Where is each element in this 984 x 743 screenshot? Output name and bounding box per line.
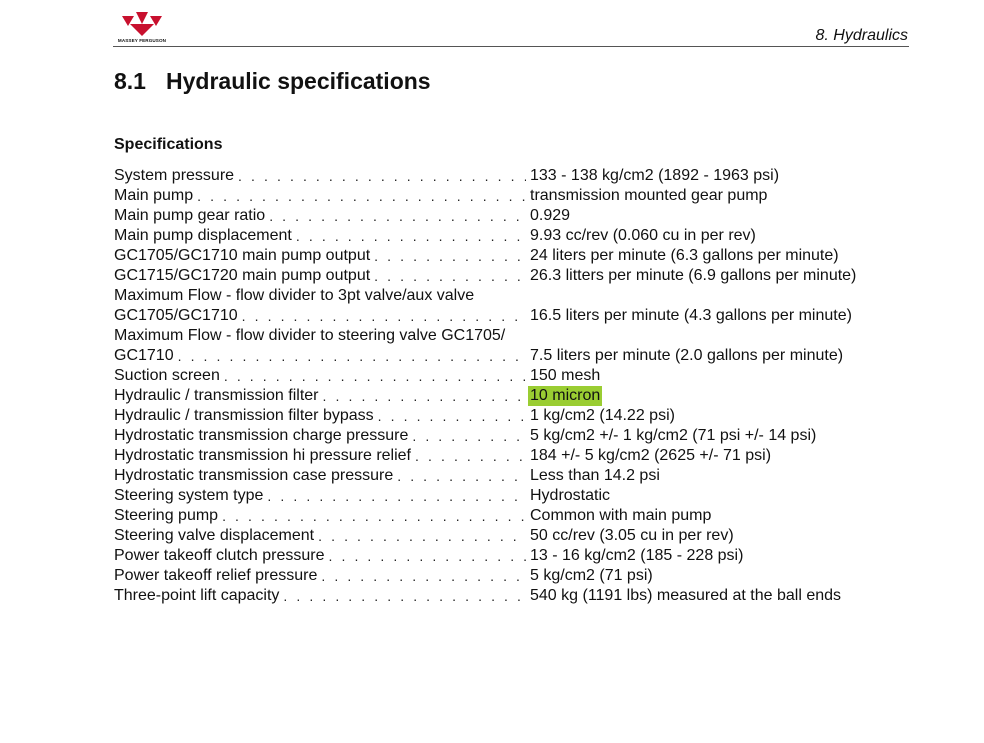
dot-leader: [197, 186, 526, 206]
spec-value: 13 - 16 kg/cm2 (185 - 228 psi): [530, 547, 744, 564]
spec-label-cell: [114, 286, 526, 306]
spec-label: GC1705/GC1710: [114, 307, 238, 324]
spec-row: [114, 326, 894, 346]
spec-row: [114, 446, 894, 466]
dot-leader: [321, 566, 526, 586]
spec-label-cell: [114, 486, 526, 506]
dot-leader: [374, 246, 526, 266]
spec-label-cell: [114, 386, 526, 406]
spec-row: [114, 426, 894, 446]
spec-label: Power takeoff clutch pressure: [114, 547, 325, 564]
spec-value: 26.3 litters per minute (6.9 gallons per minute): [530, 267, 857, 284]
spec-label: Suction screen: [114, 367, 220, 384]
spec-value: 133 - 138 kg/cm2 (1892 - 1963 psi): [530, 167, 780, 184]
spec-label-cell: [114, 246, 526, 266]
spec-value: 50 cc/rev (3.05 cu in per rev): [530, 527, 734, 544]
spec-label-cell: [114, 326, 526, 346]
spec-list: [114, 166, 894, 606]
spec-label: Steering pump: [114, 507, 219, 524]
spec-label-cell: [114, 466, 526, 486]
spec-label: Power takeoff relief pressure: [114, 567, 318, 584]
spec-value: 16.5 liters per minute (4.3 gallons per minute): [530, 307, 852, 324]
dot-leader: [374, 266, 526, 286]
spec-label: Main pump: [114, 187, 194, 204]
spec-row: [114, 306, 894, 326]
spec-label: Main pump displacement: [114, 227, 292, 244]
spec-value: 1 kg/cm2 (14.22 psi): [530, 407, 675, 424]
spec-label: Steering system type: [114, 487, 264, 504]
spec-value: 7.5 liters per minute (2.0 gallons per minute): [530, 347, 844, 364]
spec-value: 10 micron: [530, 387, 601, 404]
spec-value: 5 kg/cm2 (71 psi): [530, 567, 653, 584]
spec-label: Hydraulic / transmission filter bypass: [114, 407, 374, 424]
spec-row: [114, 246, 894, 266]
section-title-text: Hydraulic specifications: [166, 68, 431, 94]
spec-label: Hydrostatic transmission charge pressure: [114, 427, 409, 444]
spec-row: [114, 346, 894, 366]
dot-leader: [323, 386, 527, 406]
spec-row: [114, 566, 894, 586]
spec-row: [114, 226, 894, 246]
dot-leader: [178, 346, 526, 366]
spec-label-cell: [114, 206, 526, 226]
dot-leader: [318, 526, 526, 546]
section-number: 8.1: [114, 68, 146, 94]
spec-label: Three-point lift capacity: [114, 587, 280, 604]
spec-label: GC1715/GC1720 main pump output: [114, 267, 371, 284]
chapter-title: 8. Hydraulics: [815, 27, 908, 44]
dot-leader: [224, 366, 526, 386]
spec-value: 9.93 cc/rev (0.060 cu in per rev): [530, 227, 756, 244]
spec-value: 24 liters per minute (6.3 gallons per minute): [530, 247, 839, 264]
spec-label-cell: [114, 506, 526, 526]
spec-label-cell: [114, 586, 526, 606]
spec-label: GC1705/GC1710 main pump output: [114, 247, 371, 264]
brand-name: MASSEY FERGUSON: [117, 38, 167, 43]
dot-leader: [222, 506, 526, 526]
spec-label-cell: [114, 266, 526, 286]
spec-label: Main pump gear ratio: [114, 207, 266, 224]
spec-label-cell: [114, 226, 526, 246]
spec-value: 5 kg/cm2 +/- 1 kg/cm2 (71 psi +/- 14 psi): [530, 427, 817, 444]
spec-row: [114, 266, 894, 286]
dot-leader: [242, 306, 526, 326]
spec-row: [114, 406, 894, 426]
spec-label: Hydrostatic transmission case pressure: [114, 467, 394, 484]
spec-label: GC1710: [114, 347, 174, 364]
spec-label: Maximum Flow - flow divider to steering valve GC1705/: [114, 327, 506, 344]
spec-row: [114, 526, 894, 546]
spec-row: [114, 586, 894, 606]
spec-value: Common with main pump: [530, 507, 712, 524]
dot-leader: [238, 166, 526, 186]
spec-label-cell: [114, 446, 526, 466]
spec-row: [114, 286, 894, 306]
spec-label-cell: [114, 366, 526, 386]
triple-triangle-logo-icon: [122, 12, 162, 36]
header-divider: [113, 46, 909, 47]
spec-label-cell: [114, 426, 526, 446]
spec-label-cell: [114, 566, 526, 586]
spec-row: [114, 366, 894, 386]
spec-value: Less than 14.2 psi: [530, 467, 660, 484]
spec-row: [114, 506, 894, 526]
dot-leader: [328, 546, 526, 566]
spec-row: [114, 386, 894, 406]
spec-row: [114, 486, 894, 506]
spec-label-cell: [114, 406, 526, 426]
spec-row: [114, 186, 894, 206]
dot-leader: [378, 406, 526, 426]
spec-label: System pressure: [114, 167, 235, 184]
dot-leader: [415, 446, 526, 466]
dot-leader: [269, 206, 526, 226]
dot-leader: [296, 226, 526, 246]
spec-value: 540 kg (1191 lbs) measured at the ball ends: [530, 587, 842, 604]
brand-logo: [113, 12, 171, 46]
dot-leader: [397, 466, 526, 486]
spec-value: 0.929: [530, 207, 571, 224]
spec-label-cell: [114, 546, 526, 566]
spec-label: Maximum Flow - flow divider to 3pt valve/aux valve: [114, 287, 475, 304]
dot-leader: [283, 586, 526, 606]
dot-leader: [412, 426, 526, 446]
spec-label-cell: [114, 526, 526, 546]
spec-label-cell: [114, 306, 526, 326]
spec-value: transmission mounted gear pump: [530, 187, 768, 204]
spec-label-cell: [114, 186, 526, 206]
spec-row: [114, 166, 894, 186]
spec-value: 150 mesh: [530, 367, 601, 384]
spec-row: [114, 546, 894, 566]
spec-label-cell: [114, 166, 526, 186]
spec-value: 184 +/- 5 kg/cm2 (2625 +/- 71 psi): [530, 447, 772, 464]
page-title: [114, 68, 431, 95]
dot-leader: [267, 486, 526, 506]
spec-label: Hydraulic / transmission filter: [114, 387, 319, 404]
spec-label: Steering valve displacement: [114, 527, 315, 544]
spec-row: [114, 466, 894, 486]
subheading: Specifications: [114, 136, 223, 153]
spec-label: Hydrostatic transmission hi pressure relief: [114, 447, 411, 464]
spec-label-cell: [114, 346, 526, 366]
spec-row: [114, 206, 894, 226]
spec-value: Hydrostatic: [530, 487, 611, 504]
